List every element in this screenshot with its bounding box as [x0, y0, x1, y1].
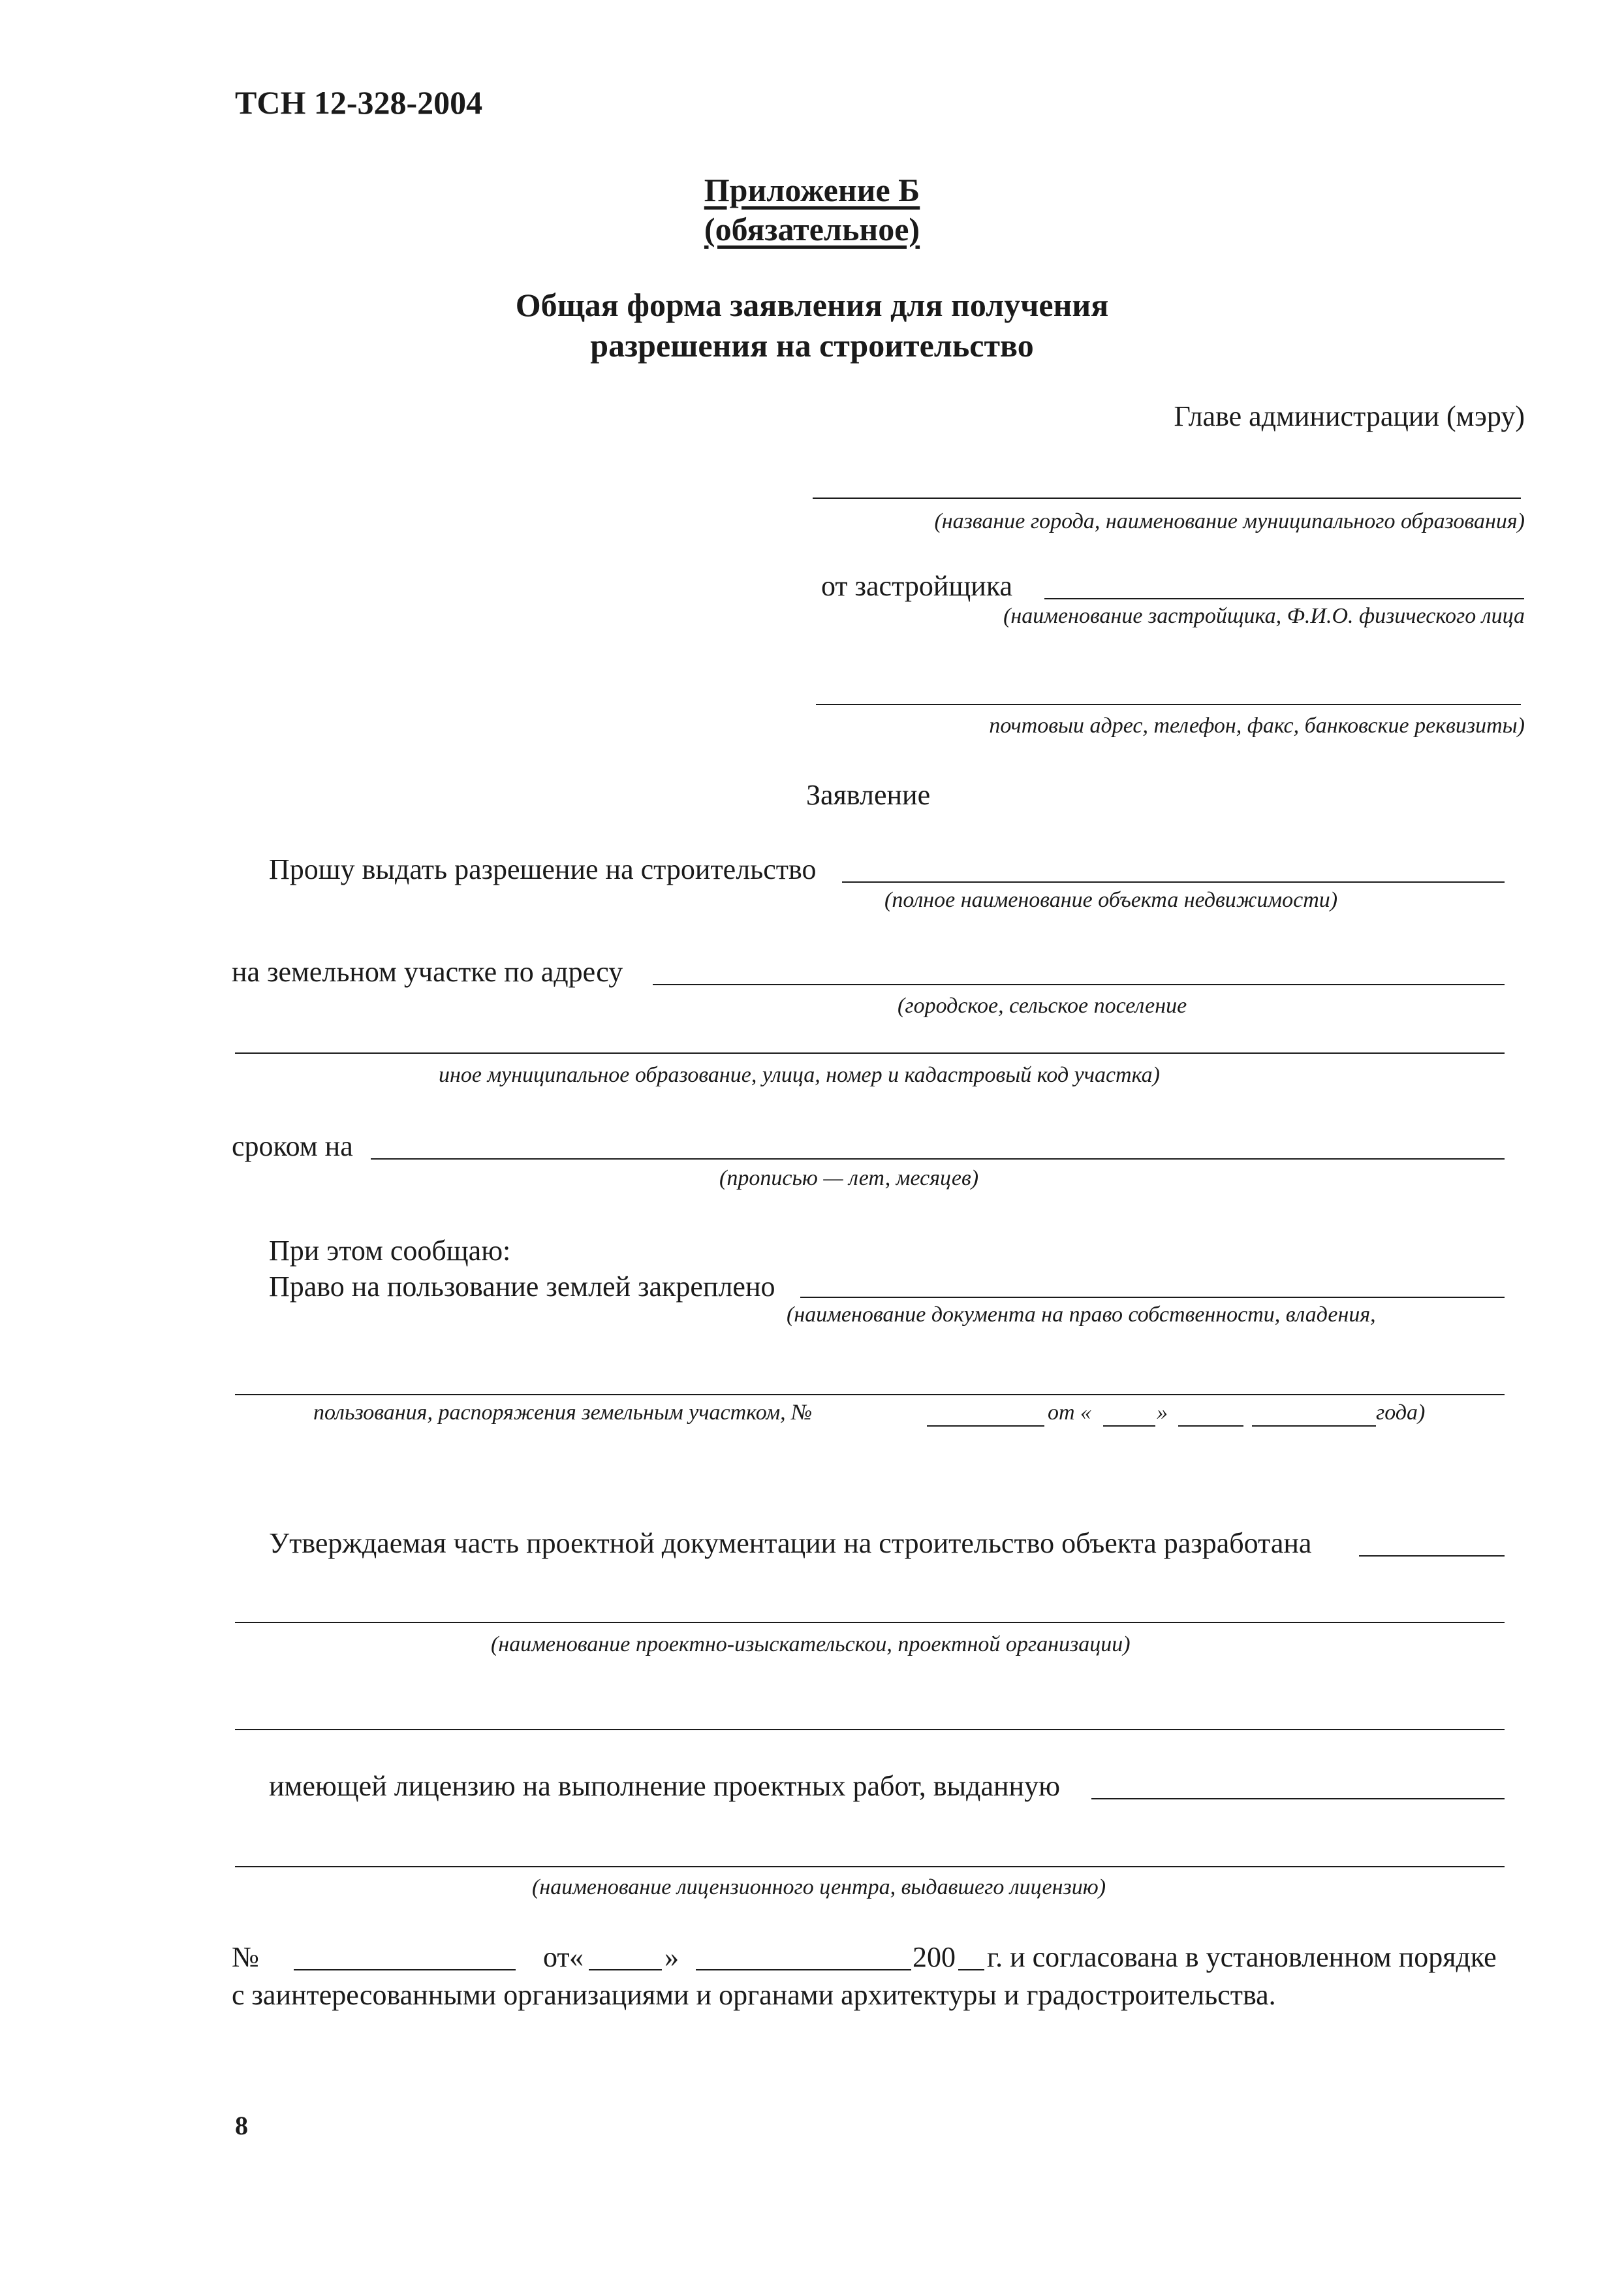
city-blank[interactable] [813, 498, 1521, 499]
term-hint: (прописью — лет, месяцев) [719, 1166, 979, 1190]
term-label: сроком на [232, 1130, 353, 1162]
contacts-hint: почтовыи адрес, телефон, факс, банковские реквизиты) [989, 714, 1525, 738]
land-day-blank[interactable] [1103, 1425, 1155, 1427]
year-prefix: 200 [913, 1941, 956, 1973]
appendix-title: Приложение Б [704, 172, 920, 208]
address-blank-2[interactable] [235, 1052, 1505, 1054]
object-hint: (полное наименование объекта недвижимости) [884, 888, 1338, 912]
object-blank[interactable] [842, 881, 1505, 883]
number-sign: № [232, 1941, 259, 1973]
settlement-hint: (городское, сельское поселение [898, 994, 1187, 1018]
addressee-label: Главе администрации (мэру) [1174, 400, 1525, 432]
license-blank[interactable] [1091, 1798, 1505, 1799]
land-year-blank[interactable] [1252, 1425, 1376, 1427]
statement-heading: Заявление [806, 779, 931, 811]
request-label: Прошу выдать разрешение на строительство [269, 853, 817, 885]
city-hint: (название города, наименование муниципального образования) [934, 509, 1525, 533]
land-year-suffix: года) [1376, 1400, 1426, 1425]
address-hint: иное муниципальное образование, улица, номер и кадастровый код участка) [439, 1063, 1160, 1087]
land-doc-blank-2[interactable] [235, 1394, 1505, 1395]
inform-label: При этом сообщаю: [269, 1235, 511, 1267]
page-number: 8 [235, 2111, 248, 2140]
land-doc-number-blank[interactable] [927, 1425, 1044, 1427]
license-label: имеющей лицензию на выполнение проектных работ, выданную [269, 1770, 1060, 1802]
project-label: Утверждаемая часть проектной документации на строительство объекта разработана [269, 1527, 1312, 1559]
document-code: ТСН 12-328-2004 [235, 84, 483, 121]
land-month-blank[interactable] [1178, 1425, 1243, 1427]
form-title-line1: Общая форма заявления для получения [515, 287, 1109, 323]
plot-address-blank[interactable] [653, 984, 1505, 985]
land-doc-hint: (наименование документа на право собственности, владения, [787, 1303, 1376, 1327]
agreed-text: г. и согласована в установленном порядке [987, 1941, 1497, 1973]
land-date-close: » [1157, 1400, 1168, 1425]
developer-blank[interactable] [1044, 598, 1524, 599]
license-center-blank[interactable] [235, 1866, 1505, 1867]
license-year-blank[interactable] [958, 1969, 984, 1970]
org-blank-2[interactable] [235, 1729, 1505, 1730]
from-developer-label: от застройщика [821, 570, 1013, 602]
contacts-blank[interactable] [816, 704, 1521, 705]
license-day-blank[interactable] [589, 1969, 662, 1970]
license-month-blank[interactable] [696, 1969, 911, 1970]
quote-open: « [569, 1941, 584, 1973]
from-word: от [543, 1941, 570, 1973]
developer-hint: (наименование застройщика, Ф.И.О. физического лица [1003, 604, 1525, 628]
final-line: с заинтересованными организациями и органами архитектуры и градостроительства. [232, 1979, 1276, 2011]
org-blank[interactable] [235, 1622, 1505, 1623]
plot-label: на земельном участке по адресу [232, 956, 623, 988]
org-hint: (наименование проектно-изыскательскои, проектной организации) [491, 1632, 1131, 1656]
land-use-hint: пользования, распоряжения земельным участком, № [313, 1400, 813, 1425]
project-blank[interactable] [1359, 1555, 1505, 1557]
appendix-status: (обязательное) [704, 211, 920, 247]
form-title-line2: разрешения на строительство [590, 327, 1034, 364]
land-right-label: Право на пользование землей закреплено [269, 1271, 775, 1303]
license-center-hint: (наименование лицензионного центра, выдавшего лицензию) [532, 1875, 1106, 1899]
land-doc-blank[interactable] [800, 1297, 1505, 1298]
quote-close: » [664, 1941, 679, 1973]
term-blank[interactable] [371, 1158, 1505, 1160]
land-date-from: от « [1048, 1400, 1092, 1425]
license-number-blank[interactable] [294, 1969, 516, 1970]
